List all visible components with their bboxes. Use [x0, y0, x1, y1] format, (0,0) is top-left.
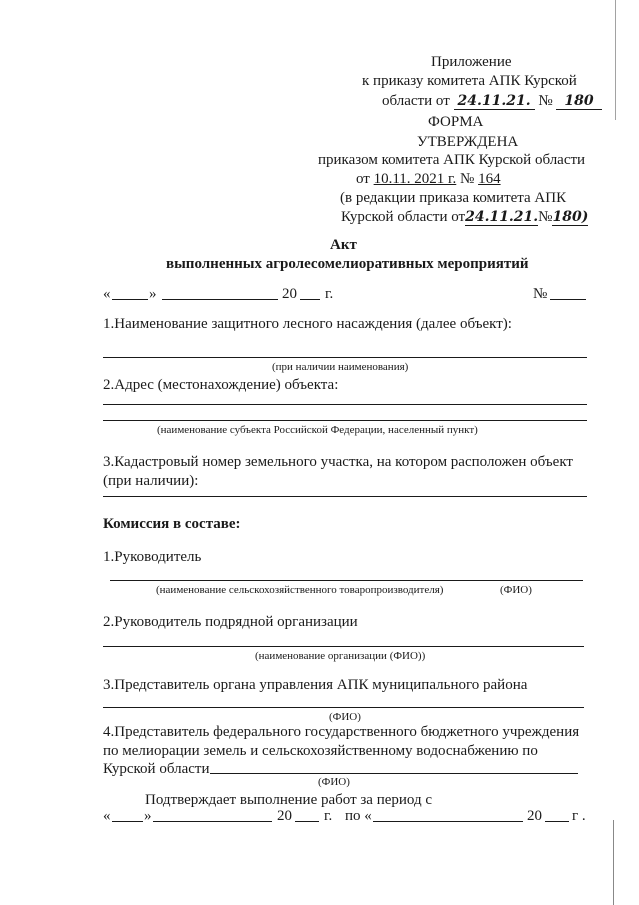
date-year-suffix: г.: [325, 286, 334, 302]
edition-prefix: Курской области от: [341, 209, 466, 225]
handwritten-date: 24.11.21.: [454, 93, 535, 110]
period-end-year-suffix: г .: [572, 808, 586, 824]
header-order-date-line: [382, 92, 602, 110]
period-close-quote: »: [144, 808, 152, 824]
handwritten-edition-number: 180): [552, 209, 589, 225]
approve-date: 10.11. 2021 г.: [373, 171, 457, 187]
period-start-year-blank[interactable]: [295, 821, 319, 822]
act-title: Акт: [330, 237, 357, 253]
cadastral-field[interactable]: [103, 496, 587, 497]
member-apk-field[interactable]: [103, 707, 584, 708]
date-open-quote: «: [103, 286, 111, 302]
header-approve-date-line: [356, 170, 501, 188]
section-address: 2.Адрес (местонахождение) объекта:: [103, 377, 339, 393]
member-apk-label: 3.Представитель органа управления АПК муниципального района: [103, 677, 528, 693]
member-head-hint-fio: (ФИО): [500, 584, 532, 596]
address-field-2[interactable]: [103, 420, 587, 421]
scan-edge-mark: [615, 0, 616, 120]
address-field-1[interactable]: [103, 404, 587, 405]
period-end-date-blank[interactable]: [373, 821, 523, 822]
member-apk-hint: (ФИО): [329, 711, 361, 723]
section-cadastral-line2: (при наличии):: [103, 473, 199, 489]
header-order-date-prefix: области от: [382, 93, 450, 109]
act-number-blank[interactable]: [550, 299, 586, 300]
member-fgbu-hint: (ФИО): [318, 776, 350, 788]
member-contractor-field[interactable]: [103, 646, 584, 647]
member-head-field[interactable]: [110, 580, 583, 581]
approve-no: №: [460, 171, 475, 187]
period-start-month-blank[interactable]: [153, 821, 272, 822]
commission-heading: Комиссия в составе:: [103, 516, 241, 532]
address-hint: (наименование субъекта Российской Федерации, населенный пункт): [157, 424, 478, 436]
section-cadastral-line1: 3.Кадастровый номер земельного участка, на котором расположен объект: [103, 454, 573, 470]
object-name-field[interactable]: [103, 357, 587, 358]
date-year-prefix: 20: [282, 286, 297, 302]
scan-edge-mark-bottom: [613, 820, 614, 905]
member-head-hint-org: (наименование сельскохозяйственного товаропроизводителя): [156, 584, 444, 596]
member-fgbu-field[interactable]: [210, 773, 578, 774]
member-contractor-label: 2.Руководитель подрядной организации: [103, 614, 358, 630]
header-order-no: №: [538, 93, 553, 109]
period-end-year-blank[interactable]: [545, 821, 569, 822]
year-blank[interactable]: [300, 299, 320, 300]
header-edition-line2: [341, 208, 588, 226]
period-start-year-suffix: г.: [324, 808, 333, 824]
member-fgbu-line3: Курской области: [103, 761, 210, 777]
handwritten-edition-date: 24.11.21.: [465, 209, 539, 225]
approve-number: 164: [478, 171, 501, 187]
member-fgbu-line1: 4.Представитель федерального государственного бюджетного учреждения: [103, 724, 580, 740]
header-approved: УТВЕРЖДЕНА: [417, 134, 519, 150]
act-subtitle: выполненных агролесомелиоративных мероприятий: [166, 256, 529, 272]
header-forma: ФОРМА: [428, 114, 484, 130]
month-blank[interactable]: [162, 299, 278, 300]
act-number-sign: №: [533, 286, 548, 302]
period-to-label: по «: [345, 808, 372, 824]
day-blank[interactable]: [112, 299, 148, 300]
approve-date-prefix: от: [356, 171, 370, 187]
date-close-quote: »: [149, 286, 157, 302]
header-order-approve: приказом комитета АПК Курской области: [318, 152, 586, 168]
handwritten-number: 180: [556, 93, 601, 110]
member-contractor-hint: (наименование организации (ФИО)): [255, 650, 426, 662]
header-edition-line1: (в редакции приказа комитета АПК: [340, 190, 567, 206]
section-object-name: 1.Наименование защитного лесного насаждения (далее объект):: [103, 316, 512, 332]
header-appendix: Приложение: [431, 54, 512, 70]
object-name-hint: (при наличии наименования): [272, 361, 409, 373]
member-fgbu-line2: по мелиорации земель и сельскохозяйственному водоснабжению по: [103, 743, 538, 759]
member-head-label: 1.Руководитель: [103, 549, 202, 565]
period-open-quote: «: [103, 808, 111, 824]
period-start-day-blank[interactable]: [112, 821, 143, 822]
header-order-line: к приказу комитета АПК Курской: [362, 73, 577, 89]
period-end-year-prefix: 20: [527, 808, 542, 824]
confirm-text: Подтверждает выполнение работ за период с: [145, 792, 433, 808]
edition-no: №: [538, 209, 553, 225]
period-start-year-prefix: 20: [277, 808, 292, 824]
